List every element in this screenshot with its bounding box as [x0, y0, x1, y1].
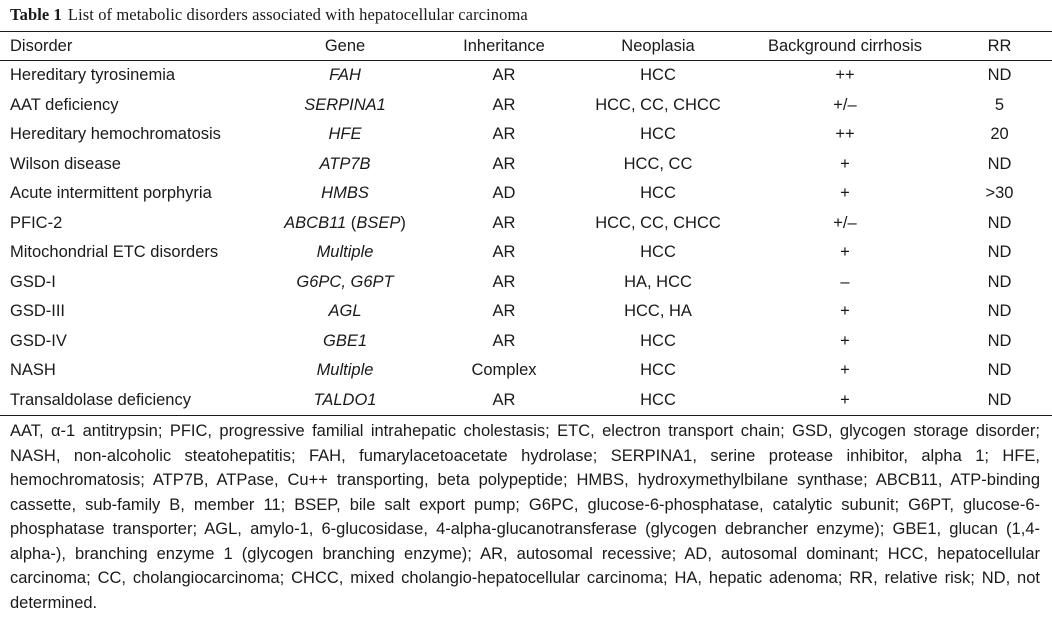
table-row [0, 238, 1052, 268]
gene-alias: BSEP [356, 213, 401, 232]
table-row [0, 356, 1052, 386]
table-footnote: AAT, α-1 antitrypsin; PFIC, progressive familial intrahepatic cholestasis; ETC, electron transport chain; GSD, glycogen storage disorder; NASH, non-alcoholic steatohepatitis; FAH, fumarylacetoacetate hydrolase; SERPINA1, serine protease inhibitor, alpha 1; HFE, hemochromatosis; ATP7B, ATPase, Cu++ transporting, beta polypeptide; HMBS, hydroxymethylbilane synthase; ABCB11, ATP-binding cassette, sub-family B, member 11; BSEP, bile salt export pump; G6PC, glucose-6-phosphatase, catalytic subunit; G6PT, glucose-6-phosphatase transporter; AGL, amylo-1, 6-glucosidase, 4-alpha-glucanotransferase (glycogen debrancher enzyme); GBE1, glucan (1,4-alpha-), branching enzyme 1 (glycogen branching enzyme); AR, autosomal recessive; AD, autosomal dominant; HCC, hepatocellular carcinoma; CC, cholangiocarcinoma; CHCC, mixed cholangio-hepatocellular carcinoma; HA, hepatic adenoma; RR, relative risk; ND, not determined. [10, 422, 1040, 612]
table-row [0, 179, 1052, 209]
disorder-cell: GSD-I [10, 272, 56, 291]
gene-cell: HMBS [321, 184, 369, 203]
disorders-table [0, 31, 1052, 416]
background-cirrhosis-cell: +/– [833, 95, 857, 114]
neoplasia-cell: HCC [640, 390, 676, 409]
header-background-cirrhosis: Background cirrhosis [767, 36, 923, 55]
background-cirrhosis-cell: ++ [835, 66, 855, 85]
table-caption-label: Table 1 [10, 5, 62, 24]
disorder-cell: Hereditary tyrosinemia [10, 66, 176, 85]
gene-cell: SERPINA1 [304, 95, 386, 114]
table-row [0, 209, 1052, 239]
table-row [0, 91, 1052, 121]
neoplasia-cell: HCC, HA [624, 302, 692, 321]
inheritance-cell: AR [492, 95, 516, 114]
rr-cell: ND [987, 331, 1012, 350]
rr-cell: 20 [990, 125, 1009, 144]
rr-cell: ND [987, 361, 1012, 380]
disorder-cell: Mitochondrial ETC disorders [10, 243, 219, 262]
table-row [0, 297, 1052, 327]
background-cirrhosis-cell: + [840, 302, 850, 321]
header-rr: RR [987, 36, 1012, 55]
gene-alias-close: ) [400, 213, 406, 232]
gene-name: ABCB11 ( [284, 213, 357, 232]
rr-cell: 5 [994, 95, 1005, 114]
gene-cell: GBE1 [322, 331, 368, 350]
table-row [0, 327, 1052, 357]
rr-cell: ND [987, 66, 1012, 85]
inheritance-cell: AR [492, 154, 516, 173]
neoplasia-cell: HCC, CC, CHCC [595, 213, 721, 232]
background-cirrhosis-cell: +/– [833, 213, 857, 232]
inheritance-cell: AR [492, 302, 516, 321]
header-gene: Gene [324, 36, 366, 55]
inheritance-cell: AR [492, 66, 516, 85]
neoplasia-cell: HCC [640, 66, 676, 85]
background-cirrhosis-cell: + [840, 361, 850, 380]
background-cirrhosis-cell: – [840, 272, 850, 291]
neoplasia-cell: HCC [640, 243, 676, 262]
neoplasia-cell: HCC [640, 331, 676, 350]
neoplasia-cell: HCC, CC [623, 154, 693, 173]
gene-cell: TALDO1 [313, 390, 377, 409]
inheritance-cell: AR [492, 213, 516, 232]
inheritance-cell: AD [492, 184, 516, 203]
inheritance-cell: AR [492, 243, 516, 262]
header-neoplasia: Neoplasia [621, 36, 695, 55]
disorder-cell: PFIC-2 [10, 213, 63, 232]
table-row [0, 61, 1052, 91]
inheritance-cell: Complex [471, 361, 537, 380]
background-cirrhosis-cell: + [840, 331, 850, 350]
rr-cell: >30 [985, 184, 1014, 203]
neoplasia-cell: HCC [640, 361, 676, 380]
table-row [0, 120, 1052, 150]
table-header-row [0, 32, 1052, 61]
inheritance-cell: AR [492, 331, 516, 350]
gene-cell [255, 209, 435, 239]
gene-cell: ATP7B [319, 154, 371, 173]
gene-cell: HFE [328, 125, 362, 144]
gene-cell: Multiple [316, 361, 374, 380]
neoplasia-cell: HCC, CC, CHCC [595, 95, 721, 114]
inheritance-cell: AR [492, 125, 516, 144]
inheritance-cell: AR [492, 390, 516, 409]
disorder-cell: Acute intermittent porphyria [10, 184, 212, 203]
table-body [0, 61, 1052, 416]
rr-cell: ND [987, 302, 1012, 321]
neoplasia-cell: HA, HCC [624, 272, 692, 291]
gene-cell: FAH [329, 66, 361, 85]
background-cirrhosis-cell: + [840, 243, 850, 262]
disorder-cell: GSD-III [10, 302, 66, 321]
rr-cell: ND [987, 154, 1012, 173]
background-cirrhosis-cell: ++ [835, 125, 855, 144]
neoplasia-cell: HCC [640, 125, 676, 144]
background-cirrhosis-cell: + [840, 154, 850, 173]
gene-cell: G6PC, G6PT [296, 272, 394, 291]
table-caption [10, 5, 528, 25]
disorder-cell: AAT deficiency [10, 95, 119, 114]
table-row [0, 150, 1052, 180]
disorder-cell: Transaldolase deficiency [10, 390, 191, 409]
gene-cell: AGL [328, 302, 362, 321]
disorder-cell: Wilson disease [10, 154, 121, 173]
table-row [0, 268, 1052, 298]
header-inheritance: Inheritance [463, 36, 545, 55]
table-caption-title: List of metabolic disorders associated with hepatocellular carcinoma [67, 5, 528, 24]
gene-cell: Multiple [316, 243, 374, 262]
rr-cell: ND [987, 213, 1012, 232]
rr-cell: ND [987, 243, 1012, 262]
disorder-cell: NASH [10, 361, 56, 380]
rr-cell: ND [987, 272, 1012, 291]
inheritance-cell: AR [492, 272, 516, 291]
header-disorder: Disorder [10, 36, 73, 55]
table-row [0, 386, 1052, 416]
background-cirrhosis-cell: + [840, 184, 850, 203]
disorder-cell: Hereditary hemochromatosis [10, 125, 221, 144]
disorder-cell: GSD-IV [10, 331, 67, 350]
background-cirrhosis-cell: + [840, 390, 850, 409]
neoplasia-cell: HCC [640, 184, 676, 203]
rr-cell: ND [987, 390, 1012, 409]
